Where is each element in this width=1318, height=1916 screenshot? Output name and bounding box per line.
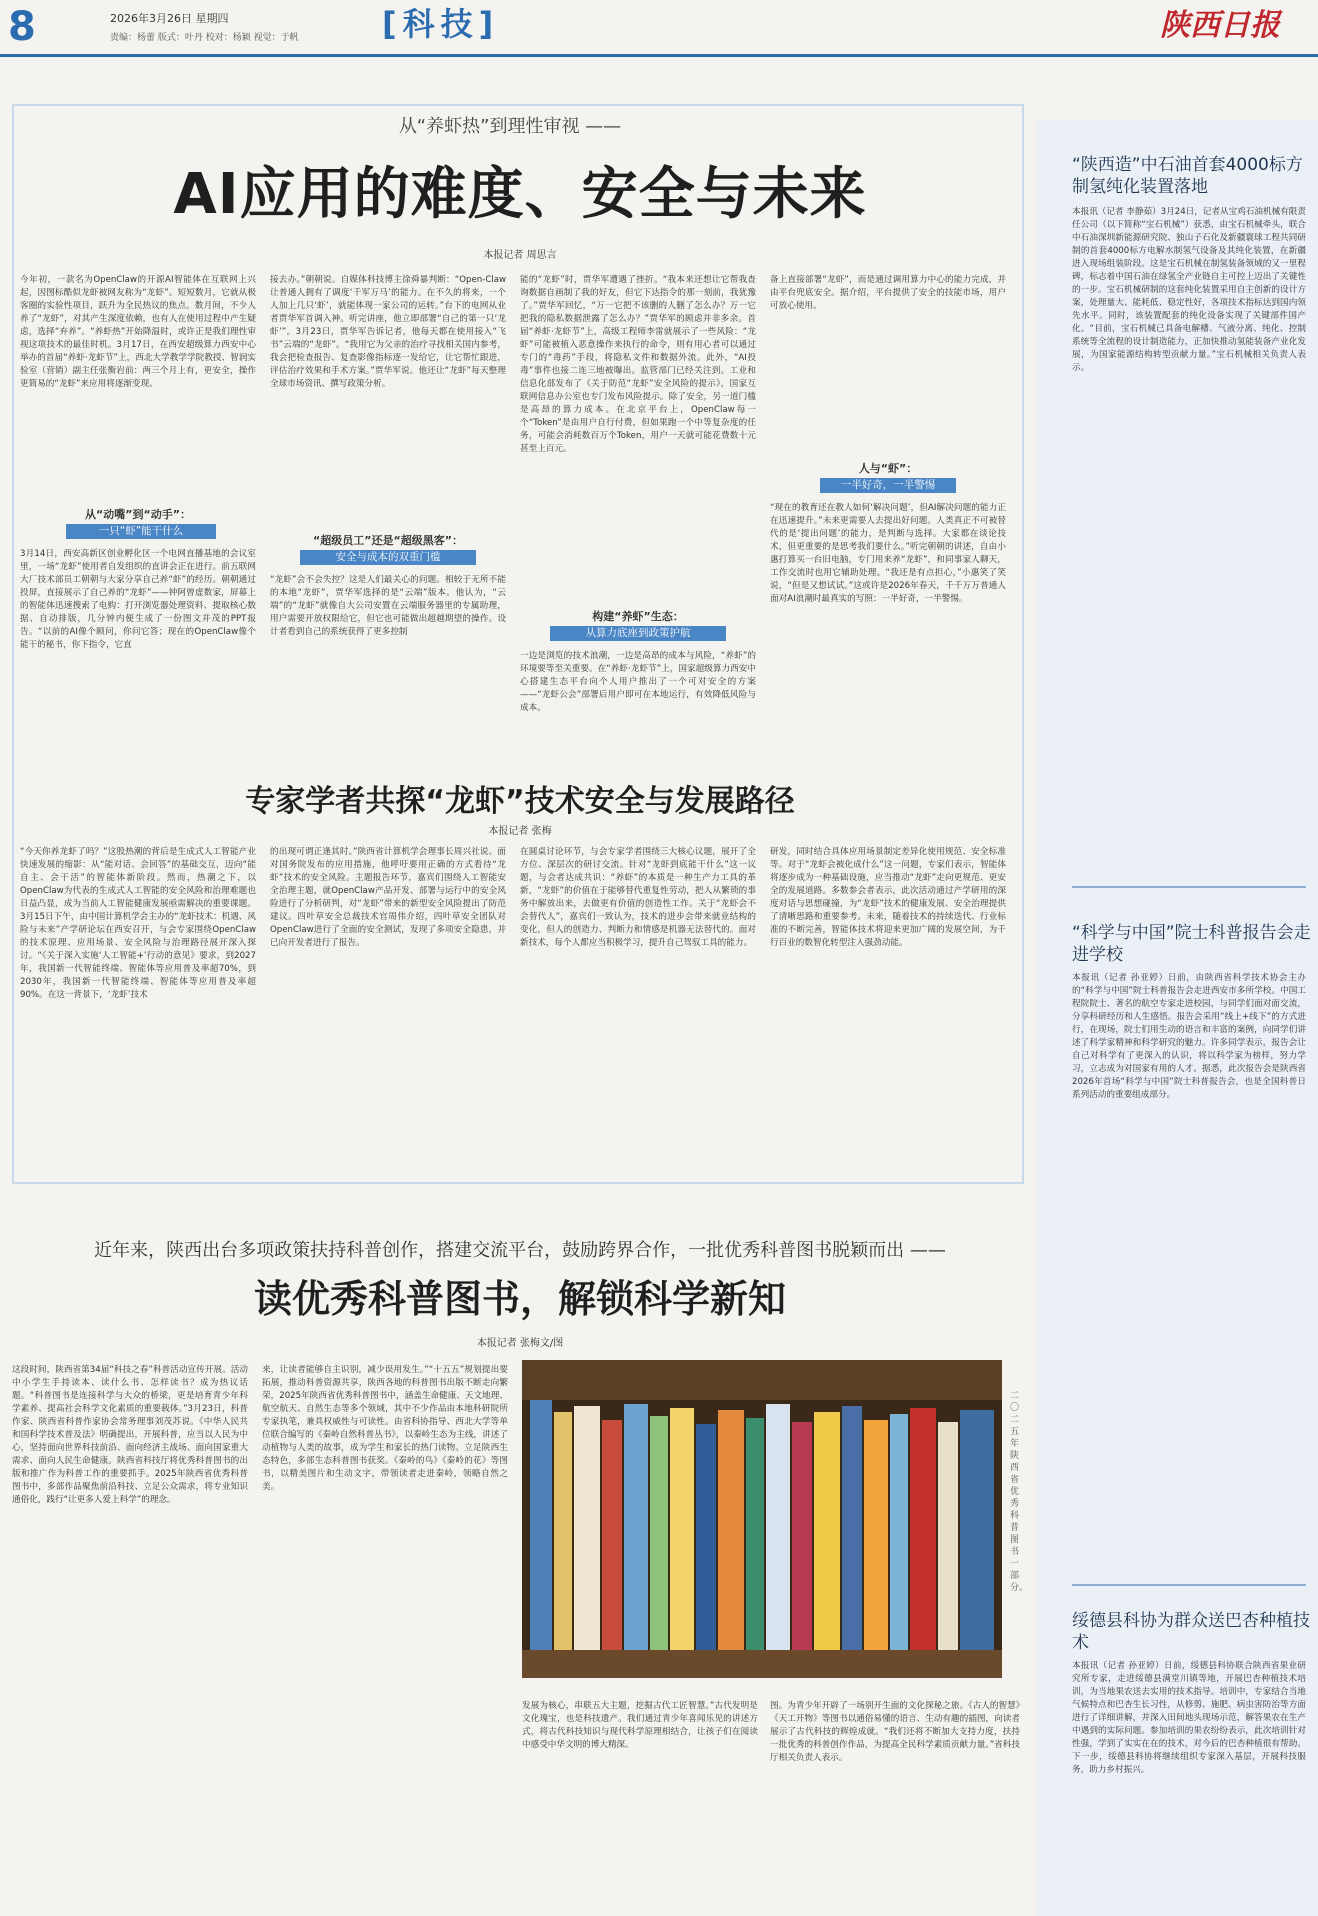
article3-kicker: 近年来，陕西出台多项政策扶持科普创作，搭建交流平台，鼓励跨界合作，一批优秀科普图书脱颖而出 —— — [94, 1240, 946, 1261]
article2-title: 专家学者共探“龙虾”技术安全与发展路径 — [245, 784, 795, 819]
sidebar-story2-body: 本报讯（记者 孙亚婷）日前，由陕西省科学技术协会主办的“科学与中国”院士科普报告会走进西安市多所学校。中国工程院院士、著名的航空专家走进校园，与同学们面对面交流，分享科研经历和人生感悟。报告会采用“线上+线下”的方式进行，在现场，院士们用生动的语言和丰富的案例，向同学们讲述了科学家精神和科学研究的魅力。许多同学表示，报告会让自己对科学有了更深入的认识，将以科学家为榜样，努力学习，立志成为对国家有用的人才。据悉，此次报告会是陕西省2026年首场“科学与中国”院士科普报告会，也是全国科普日系列活动的重要组成部分。 — [1072, 973, 1306, 1100]
article1-subhead-3: 构建“养虾”生态： — [592, 610, 684, 623]
photo-caption: 二〇二五年陕西省优秀科普图书一部分。 — [1010, 1391, 1029, 1593]
article1-title: AI应用的难度、安全与未来 — [173, 162, 867, 227]
sidebar-divider — [1072, 886, 1306, 888]
article1-subhead-bar-4: 一半好奇，一半警惕 — [820, 478, 956, 493]
article1-column-1b: 3月14日，西安高新区创业孵化区一个电网直播基地的会议室里，一场“龙虾”使用者自发组织的直讲会正在进行。前五联网大厂技术部员工朝朝与大家分享自己养“虾”的经历。朝朝通过投屏，直接展示了自己养的“龙虾”——钟阿曾虚数家，屏幕上的智能体迅速搜索了电购：打开浏览器处理资料、提取核心数据、自动排版，几分钟内便生成了一份图文并茂的PPT报告。“以前的AI像个顾问，你问它答；现在的OpenClaw像个能干的秘书，你下指令，它直 — [20, 549, 256, 650]
article1-subhead-bar-3: 从算力底座到政策护航 — [550, 626, 726, 641]
article1-column-4b: “现在的教育还在教人如何‘解决问题’，但AI解决问题的能力正在迅速提升。”未来更需要人去提出好问题。人类真正不可被替代的是‘提出问题’的能力，是判断与选择。大家都在谈论技术，但更重要的是思考我们要什么。”听完朝朝的讲述，自由小惠打算买一台旧电脑，专门用来养“龙虾”，和同事家人聊天，工作交流时也用它辅助处理。“我还是有点担心，”小惠笑了笑说，“但是又想试试。”这或许是2026年春天，千千万万普通人面对AI浪潮时最真实的写照：一半好奇，一半警惕。 — [770, 503, 1006, 604]
sidebar-story1-title: “陕西造”中石油首套4000标方制氢纯化装置落地 — [1072, 155, 1303, 197]
article1-subhead-4: 人与“虾”： — [858, 462, 918, 475]
sidebar-story1-body: 本报讯（记者 李静茹）3月24日，记者从宝鸡石油机械有限责任公司（以下简称“宝石机械”）获悉，由宝石机械牵头，联合中石油深圳新能源研究院、独山子石化及新疆寰球工程共同研制的首套4000标方电解水制氢气设备及其纯化装置，在新疆进入现场组装阶段。这是宝石机械在制氢装备领域的又一里程碑，标志着中国石油在绿氢全产业链自主可控上迈出了关键性的一步。宝石机械研制的这套纯化装置采用自主创新的设计方案，处理量大、能耗低、稳定性好，各项技术指标达到国内领先水平。同时，该装置配套的纯化设备实现了关键部件国产化。“目前，宝石机械已具备电解槽、气液分离、纯化、控制系统等全流程的设计制造能力，正加快推动氢能装备产业化发展，为国家能源结构转型贡献力量。”宝石机械相关负责人表示。 — [1072, 207, 1306, 373]
article1-subhead-bar-2: 安全与成本的双重门槛 — [300, 550, 476, 565]
article1-subhead-1: 从“动嘴”到“动手”： — [85, 508, 191, 521]
article1-subhead-bar-1: 一只“虾”能干什么 — [66, 524, 216, 539]
page-number: 8 — [8, 4, 36, 50]
article1-column-3b: 一边是浏览的技术浪潮，一边是高昂的成本与风险，“养虾”的环境要等至关重要。在“养虾·龙虾节”上，国家超级算力西安中心搭建生态平台向个人用户推出了一个可对安全的方案——“龙虾公会”部署后用户即可在本地运行，有效降低风险与成本。 — [520, 651, 756, 713]
article3-title: 读优秀科普图书，解锁科学新知 — [253, 1277, 786, 1321]
bookshelf-illustration — [522, 1360, 1002, 1678]
sidebar-story3-title: 绥德县科协为群众送巴杏种植技术 — [1072, 1611, 1310, 1653]
article1-column-4: 备上直接部署“龙虾”，而是通过调用算力中心的能力完成，并由平台兜底安全。据介绍，平台提供了安全的技能市场，用户可放心使用。 — [770, 275, 1006, 311]
article1-column-3: 能的“龙虾”时，贾华军遭遇了挫折。“我本来还想让它帮我查询数据自画制了我的好友，但它下达指令的那一刻前，我犹豫了。”贾华军回忆，“万一它把不该删的人删了怎么办？万一它把我的隐私数据泄露了怎么办？”贾华军的顾虑并非多余。首届“养虾·龙虾节”上，高级工程师李雷就展示了一些风险：“龙虾”可能被植入恶意操作来执行的命令，则有用心者可以通过专门的“毒药”手段，将隐私文件和数据外流。此外，“AI投毒”事件也接二连三地被曝出。监管部门已经关注到。工业和信息化部发布了《关于防范“龙虾”安全风险的提示》，国家互联网信息办公室也专门发布风险提示。除了安全，另一道门槛是高昂的算力成本。在北京平台上，OpenClaw每一个“Token”是由用户自行付费，但如果跑一个中等复杂度的任务，可能会消耗数百万个Token，用户一天就可能花费数十元甚至上百元。 — [520, 275, 756, 454]
article1-byline: 本报记者 周思言 — [483, 250, 557, 261]
article3-column-3: 发展为核心，串联五大主题，挖掘古代工匠智慧。”古代发明是文化瑰宝，也是科技遗产。我们通过青少年喜闻乐见的讲述方式，将古代科技知识与现代科学原理相结合，让孩子们在阅读中感受中华文明的博大精深。 — [522, 1701, 758, 1750]
article1-column-2: 接去办。”朝朝说。自媒体科技博主徐舜暴判断：“Open-Claw让普通人拥有了调度‘千军万马’的能力。在不久的将来，一个人加上几只‘虾’，就能体现一家公司的运转。”台下的电网从业者贾华军首调入神。听完讲座，他立即部署“自己的第一只‘龙虾’”。3月23日，贾华军告诉记者，他每天都在使用接入“飞书”云端的“龙虾”。“我用它为父亲的治疗寻找相关国内参考，我会把检查报告、复查影像指标逐一发给它，让它帮忙跟进，评估治疗效果和手术方案。”贾华军说。他还让“龙虾”每天整理全球市场资讯、撰写政策分析。 — [270, 275, 506, 389]
article3-column-1: 这段时间，陕西省第34届“科技之春”科普活动宣传开展。活动中小学生手持读本、读什么书、怎样读书？成为热议话题。“科普图书是连接科学与大众的桥梁，更是培育青少年科学素养、提高社会科学文化素质的重要载体。”3月23日，科普作家、陕西省科普作家协会常务理事刘茂苏说。《中华人民共和国科学技术普及法》明确提出，开展科普，应当以人民为中心，坚持面向世界科技前沿、面向经济主战场、面向国家重大需求、面向人民生命健康。陕西省科技厅将优秀科普图书的出版和推广作为科普工作的重要抓手。2025年陕西省优秀科普图书中，多部作品聚焦前沿科技、立足公众需求，将专业知识通俗化，践行“让更多人爱上科学”的理念。 — [12, 1365, 248, 1505]
article1-column-1: 今年初，一款名为OpenClaw的开源AI智能体在互联网上兴起，因图标酷似龙虾被网友称为“龙虾”。短短数月，它就从极客圈的实验性项目，跃升为全民热议的焦点。数月间，不少人养了“龙虾”，对其产生深度依赖，也有人在使用过程中产生疑虑，选择“弃养”。“养虾热”开始降温时，或许正是我们理性审视这项技术的最佳时机。3月17日，在西安超级算力西安中心举办的首届“养虾·龙虾节”上，西北大学教学学院教授、智润实验室（营销）副主任张衡岩前：两三个月上有，更安全，操作更简易的“龙虾”来应用将逐渐变现。 — [20, 275, 256, 389]
sidebar-story2-title: “科学与中国”院士科普报告会走进学校 — [1072, 923, 1311, 965]
article2-byline: 本报记者 张梅 — [488, 826, 552, 837]
article1-column-2b: “龙虾”会不会失控？这是人们最关心的问题。相较于无所不能的本地“龙虾”，贾华军选择的是“云端”版本。他认为，“云端”的“龙虾”就像自大公司安置在云端服务器里的专属助理，用户需要开放权限给它，但它也可能做出超越期望的操作。设计者看到自己的系统获得了更多控制 — [270, 575, 506, 637]
article2-column-1: “今天你养龙虾了吗？”这股热潮的背后是生成式人工智能产业快速发展的缩影：从“能对话、会回答”的基础交互，迈向“能自主、会干活”的智能体新阶段。然而，热潮之下，以OpenClaw为代表的生成式人工智能的安全风险和治理难题也日益凸显，成为当前人工智能健康发展亟需解决的重要课题。3月15日下午，由中国计算机学会主办的“龙虾技术：机遇、风险与未来”产学研论坛在西安召开，与会专家围绕OpenClaw的技术原理、应用场景、安全风险与治理路径展开深入探讨。“《关于深入实施‘人工智能+’行动的意见》要求，到2027年，我国新一代智能终端、智能体等应用普及率超70%，到2030年，我国新一代智能终端、智能体等应用普及率超90%。在这一背景下，‘龙虾’技术 — [20, 847, 256, 1000]
newspaper-logo: 陕西日报 — [1160, 8, 1280, 43]
header-rule — [0, 54, 1318, 57]
bookshelf-photo — [522, 1360, 1002, 1678]
article1-kicker: 从“养虾热”到理性审视 —— — [398, 116, 622, 137]
issue-date: 2026年3月26日 星期四 — [110, 12, 229, 25]
editor-credits: 责编：杨蕾 版式：叶丹 校对：杨颖 视觉：于帆 — [110, 33, 299, 43]
section-label: [科技] — [382, 5, 500, 43]
article3-byline: 本报记者 张梅文/图 — [476, 1338, 564, 1349]
article1-subhead-2: “超级员工”还是“超级黑客”： — [313, 534, 463, 547]
article3-column-4: 图。为青少年开辟了一场别开生面的文化探秘之旅。《古人的智慧》《天工开物》等图书以通俗易懂的语言、生动有趣的插图，向读者展示了古代科技的辉煌成就。“我们还将不断加大支持力度，扶持一批优秀的科普创作作品，为提高全民科学素质贡献力量。”省科技厅相关负责人表示。 — [770, 1701, 1020, 1763]
page-header — [0, 0, 1318, 56]
sidebar-story3-body: 本报讯（记者 孙亚婷）日前，绥德县科协联合陕西省果业研究所专家，走进绥德县满堂川镇等地，开展巴杏种植技术培训，为当地果农送去实用的技术指导。培训中，专家结合当地气候特点和巴杏生长习性，从修剪、施肥、病虫害防治等方面进行了详细讲解，并深入田间地头现场示范，解答果农在生产中遇到的实际问题。参加培训的果农纷纷表示，此次培训针对性强，学到了实实在在的技术，对今后的巴杏种植很有帮助。下一步，绥德县科协将继续组织专家深入基层，开展科技服务，助力乡村振兴。 — [1072, 1661, 1306, 1775]
article2-column-2: 的出现可谓正逢其时。”陕西省计算机学会理事长周兴社说。面对国务院发布的应用措施，他呼吁要用正确的方式看待“龙虾”技术的安全风险。主题报告环节，嘉宾们围绕人工智能安全治理主题，就OpenClaw产品开发、部署与运行中的安全风险进行了分析研判，对“龙虾”带来的新型安全风险提出了防范建议。四叶草安全总裁技术官周伟介绍，四叶草安全团队对OpenClaw进行了全面的安全测试，发现了多项安全隐患，并已向开发者进行了报告。 — [270, 847, 506, 948]
news-brief-sidebar — [1036, 120, 1318, 1916]
article2-column-4: 研发，同时结合具体应用场景制定差异化使用规范、安全标准等。对于“龙虾会被化成什么”这一问题，专家们表示，智能体将逐步成为一种基础设施，应当推动“龙虾”走向更规范、更安全的发展道路。多数参会者表示，此次活动通过产学研用的深度对话与思想碰撞，为“龙虾”技术的健康发展、安全治理提供了清晰思路和重要参考。未来，随着技术的持续迭代、行业标准的不断完善，智能体技术将迎来更加广阔的发展空间，为千行百业的数智化转型注入强劲动能。 — [770, 847, 1006, 948]
article3-column-2: 来，让读者能够自主识别，减少误用发生。”“十五五”规划提出要拓展，推动科普资源共享，陕西各地的科普图书出版不断走向繁荣，2025年陕西省优秀科普图书中，涵盖生命健康、天文地理、航空航天、自然生态等多个领域，其中不少作品由本地科研院所专家执笔，兼具权威性与可读性。由省科协指导、西北大学等单位联合编写的《秦岭自然科普丛书》，以秦岭生态为主线，讲述了动植物与人类的故事，成为学生和家长的热门读物。立足陕西生态特色，多部生态科普图书获奖。《秦岭的鸟》《秦岭的花》等图书，以精美图片和生动文字，带领读者走进秦岭，领略自然之美。 — [262, 1365, 508, 1492]
article2-column-3: 在圆桌讨论环节，与会专家学者围绕三大核心议题，展开了全方位、深层次的研讨交流。针对“龙虾到底能干什么”这一议题，与会者达成共识：“养虾”的本质是一种生产力工具的革新，“龙虾”的价值在于能够替代重复性劳动，把人从繁琐的事务中解放出来，去做更有价值的创造性工作。关于“龙虾会不会替代人”，嘉宾们一致认为，技术的进步会带来就业结构的变化，但人的创造力、判断力和情感是机器无法替代的。面对新技术，每个人都应当积极学习，提升自己驾驭工具的能力。 — [520, 847, 756, 948]
sidebar-divider — [1072, 1584, 1306, 1586]
